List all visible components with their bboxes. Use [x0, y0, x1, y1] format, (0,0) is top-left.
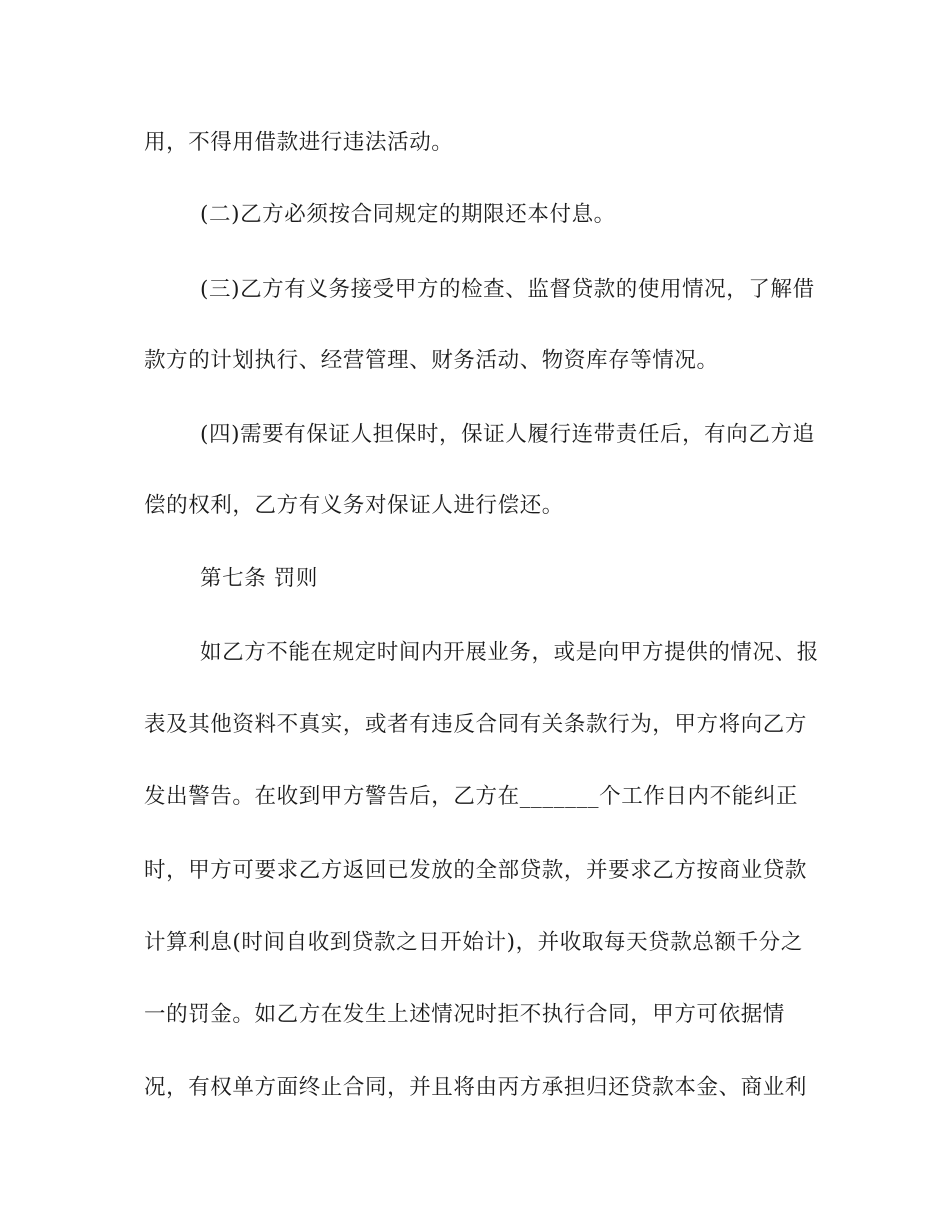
clause-4-line-1: (四)需要有保证人担保时，保证人履行连带责任后，有向乙方追 — [200, 422, 815, 447]
penalty-line-3: 发出警告。在收到甲方警告后，乙方在_______个工作日内不能纠正 — [144, 784, 799, 809]
text-line-1: 用，不得用借款进行违法活动。 — [144, 130, 454, 155]
clause-4-line-2: 偿的权利，乙方有义务对保证人进行偿还。 — [144, 493, 564, 518]
penalty-line-6: 一的罚金。如乙方在发生上述情况时拒不执行合同，甲方可依据情 — [144, 1002, 785, 1027]
clause-3-line-2: 款方的计划执行、经营管理、财务活动、物资库存等情况。 — [144, 348, 719, 373]
clause-3-line-1: (三)乙方有义务接受甲方的检查、监督贷款的使用情况，了解借 — [200, 277, 815, 302]
clause-2: (二)乙方必须按合同规定的期限还本付息。 — [200, 202, 616, 227]
penalty-line-2: 表及其他资料不真实，或者有违反合同有关条款行为，甲方将向乙方 — [144, 712, 808, 737]
penalty-line-7: 况，有权单方面终止合同，并且将由丙方承担归还贷款本金、商业利 — [144, 1075, 808, 1100]
article-7-heading: 第七条 罚则 — [200, 566, 318, 591]
penalty-line-5: 计算利息(时间自收到贷款之日开始计)，并收取每天贷款总额千分之 — [144, 930, 803, 955]
penalty-line-1: 如乙方不能在规定时间内开展业务，或是向甲方提供的情况、报 — [200, 640, 819, 665]
penalty-line-4: 时，甲方可要求乙方返回已发放的全部贷款，并要求乙方按商业贷款 — [144, 858, 808, 883]
